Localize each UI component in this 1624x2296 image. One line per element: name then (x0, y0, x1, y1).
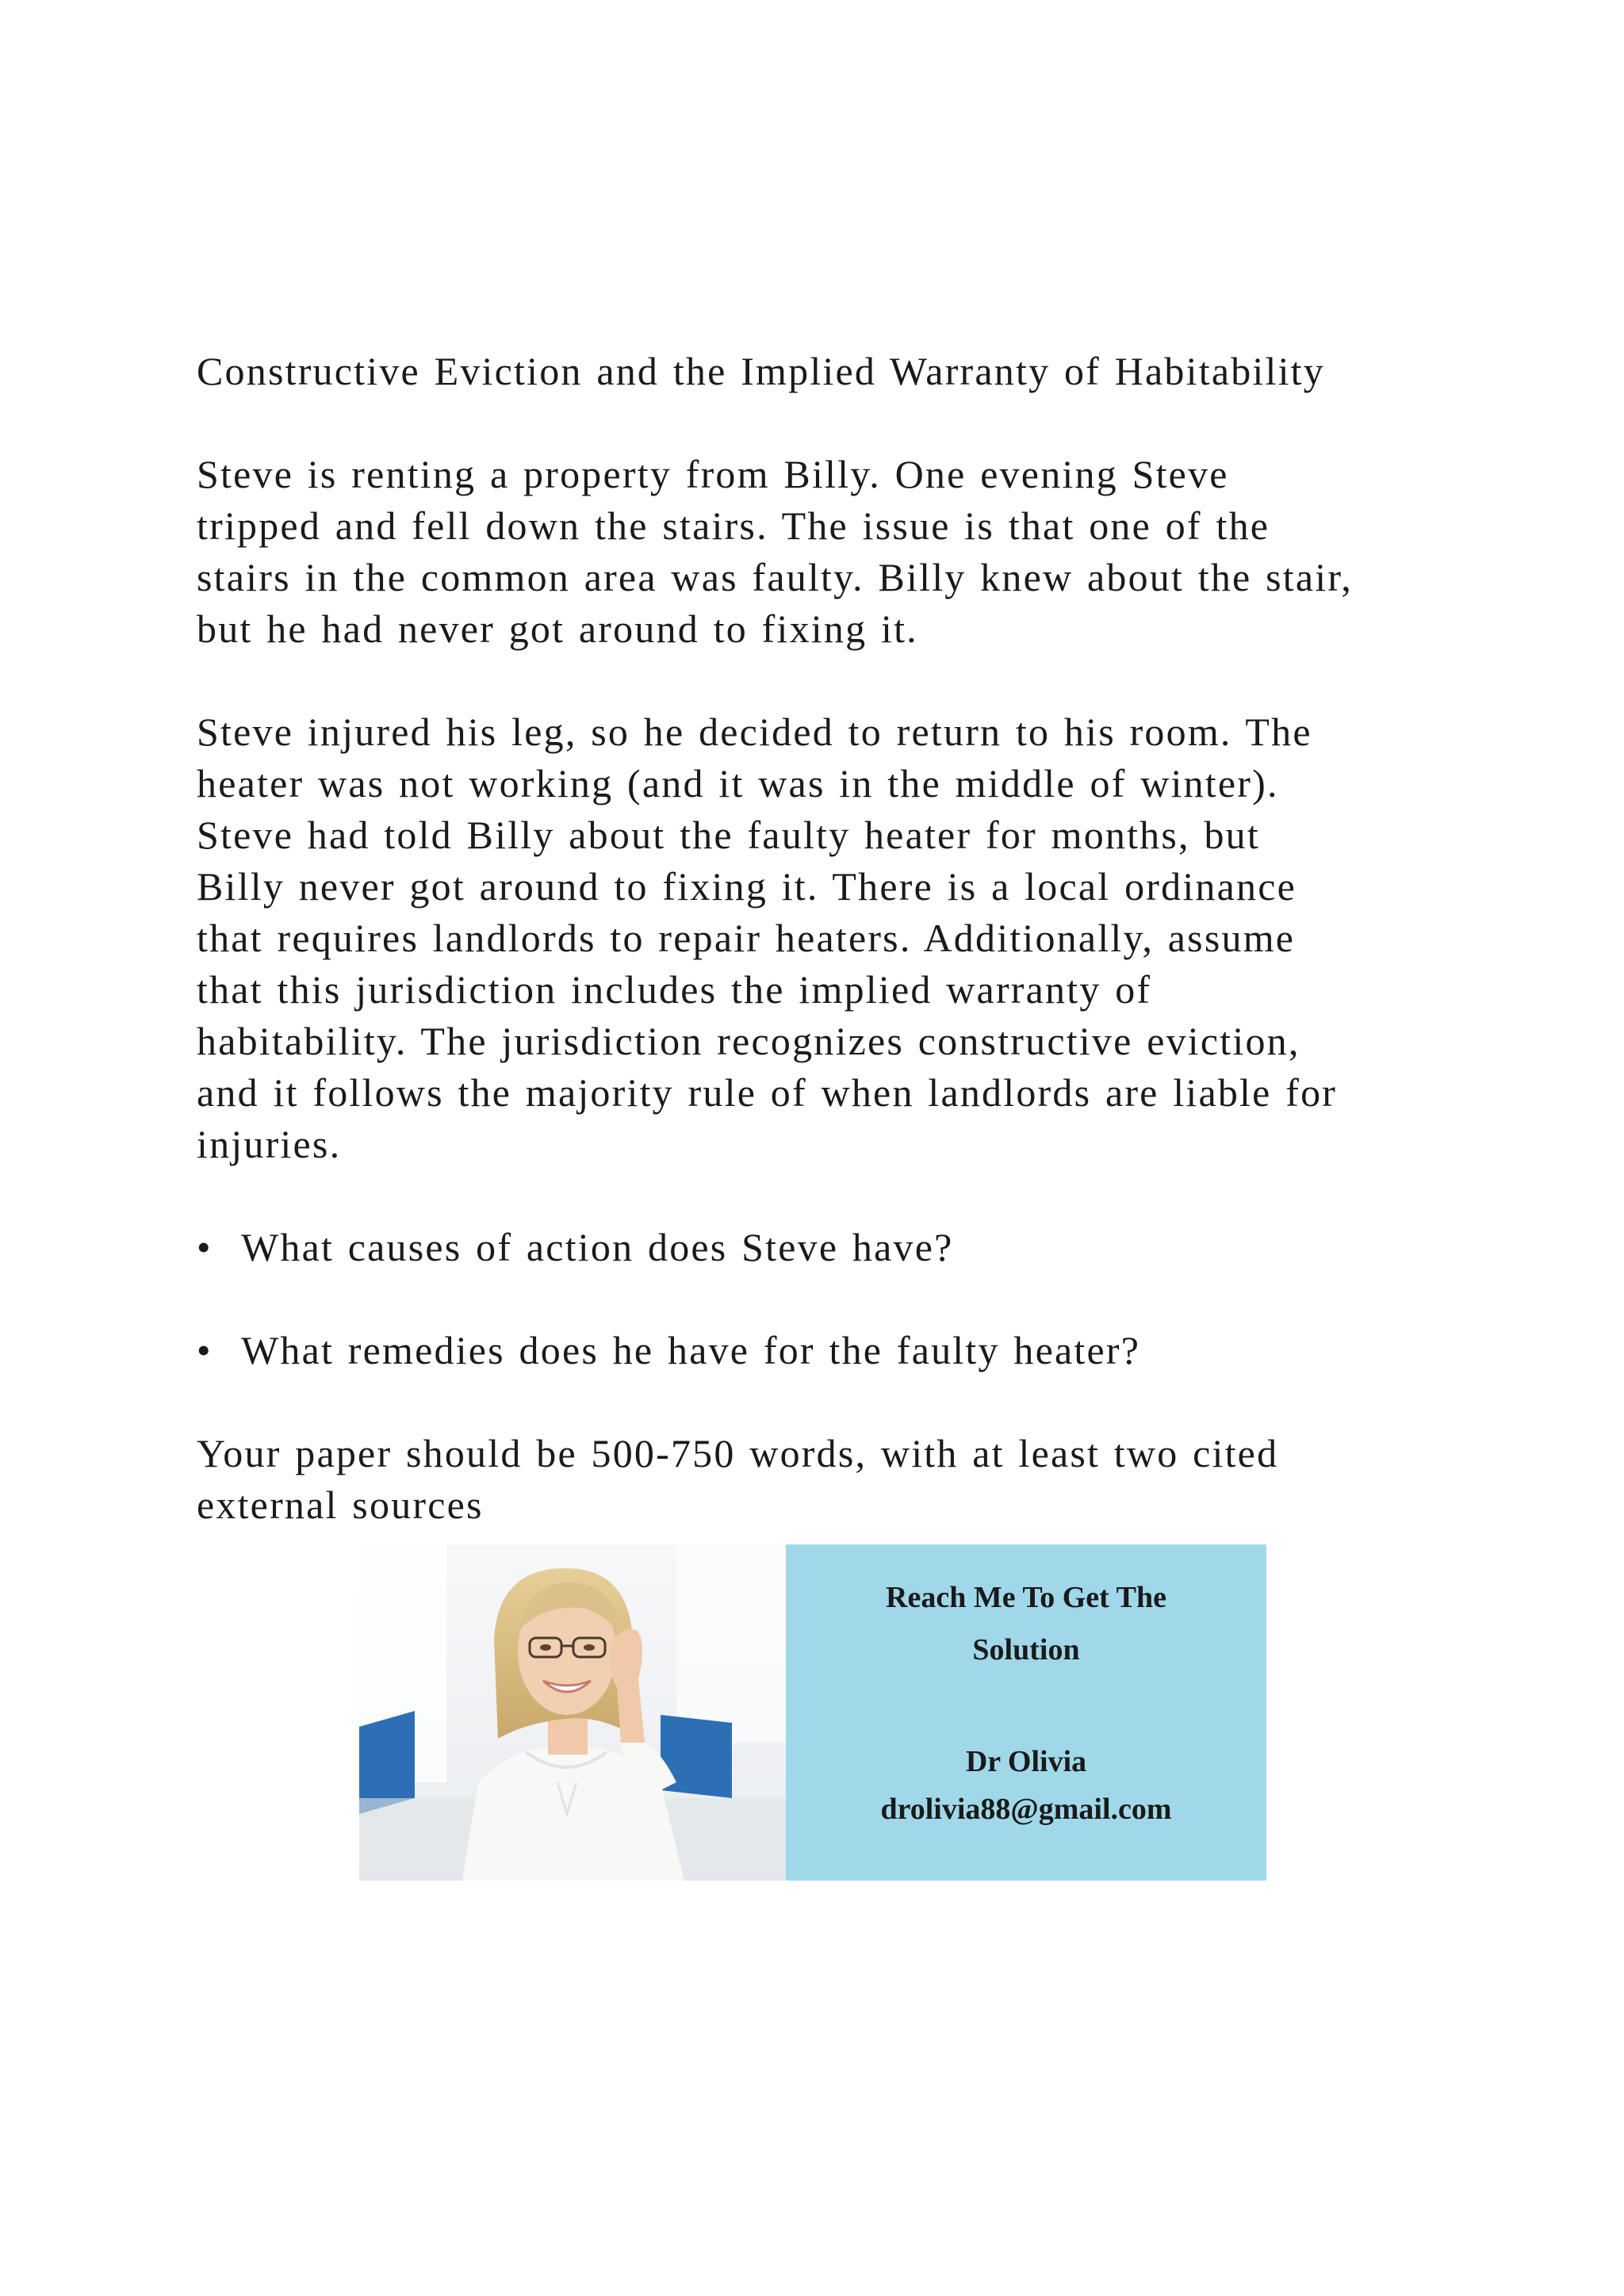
contact-banner (359, 1544, 1266, 1881)
bullet-text: What causes of action does Steve have? (241, 1225, 954, 1269)
bullet-item-causes (197, 1222, 1450, 1273)
text-line: Billy never got around to fixing it. There is a local ordinance (197, 864, 1297, 909)
text-line: tripped and fell down the stairs. The issue is that one of the (197, 503, 1270, 548)
contact-name: Dr Olivia (965, 1745, 1087, 1778)
contact-info-panel (786, 1544, 1266, 1881)
text-line: Steve is renting a property from Billy. One evening Steve (197, 452, 1229, 496)
bullet-text: What remedies does he have for the faulty heater? (241, 1328, 1141, 1372)
text-line: Steve injured his leg, so he decided to return to his room. The (197, 710, 1312, 754)
document-body (197, 346, 1450, 1531)
text-line: injuries. (197, 1122, 342, 1166)
bullet-icon: • (197, 1225, 213, 1269)
document-title: Constructive Eviction and the Implied Warranty of Habitability (197, 349, 1325, 393)
paragraph-stairs (197, 449, 1450, 655)
banner-headline: Reach Me To Get The Solution (886, 1581, 1166, 1667)
text-line: Steve had told Billy about the faulty heater for months, but (197, 813, 1260, 857)
text-line: habitability. The jurisdiction recognizes constructive eviction, (197, 1019, 1300, 1063)
text-line: that this jurisdiction includes the implied warranty of (197, 967, 1152, 1012)
bullet-item-remedies (197, 1325, 1450, 1376)
text-line: that requires landlords to repair heaters. Additionally, assume (197, 916, 1296, 960)
text-line: but he had never got around to fixing it. (197, 607, 918, 651)
text-line: external sources (197, 1483, 484, 1527)
contact-email: drolivia88@gmail.com (880, 1793, 1172, 1826)
bullet-icon: • (197, 1328, 213, 1372)
contact-details (786, 1738, 1266, 1833)
text-line: heater was not working (and it was in the middle of winter). (197, 761, 1279, 806)
text-line: Your paper should be 500-750 words, with at least two cited (197, 1431, 1279, 1475)
woman-photo-icon (359, 1544, 786, 1881)
paragraph-requirements (197, 1428, 1450, 1531)
paragraph-heater (197, 706, 1450, 1170)
text-line: and it follows the majority rule of when landlords are liable for (197, 1070, 1338, 1115)
text-line: stairs in the common area was faulty. Billy knew about the stair, (197, 555, 1353, 599)
